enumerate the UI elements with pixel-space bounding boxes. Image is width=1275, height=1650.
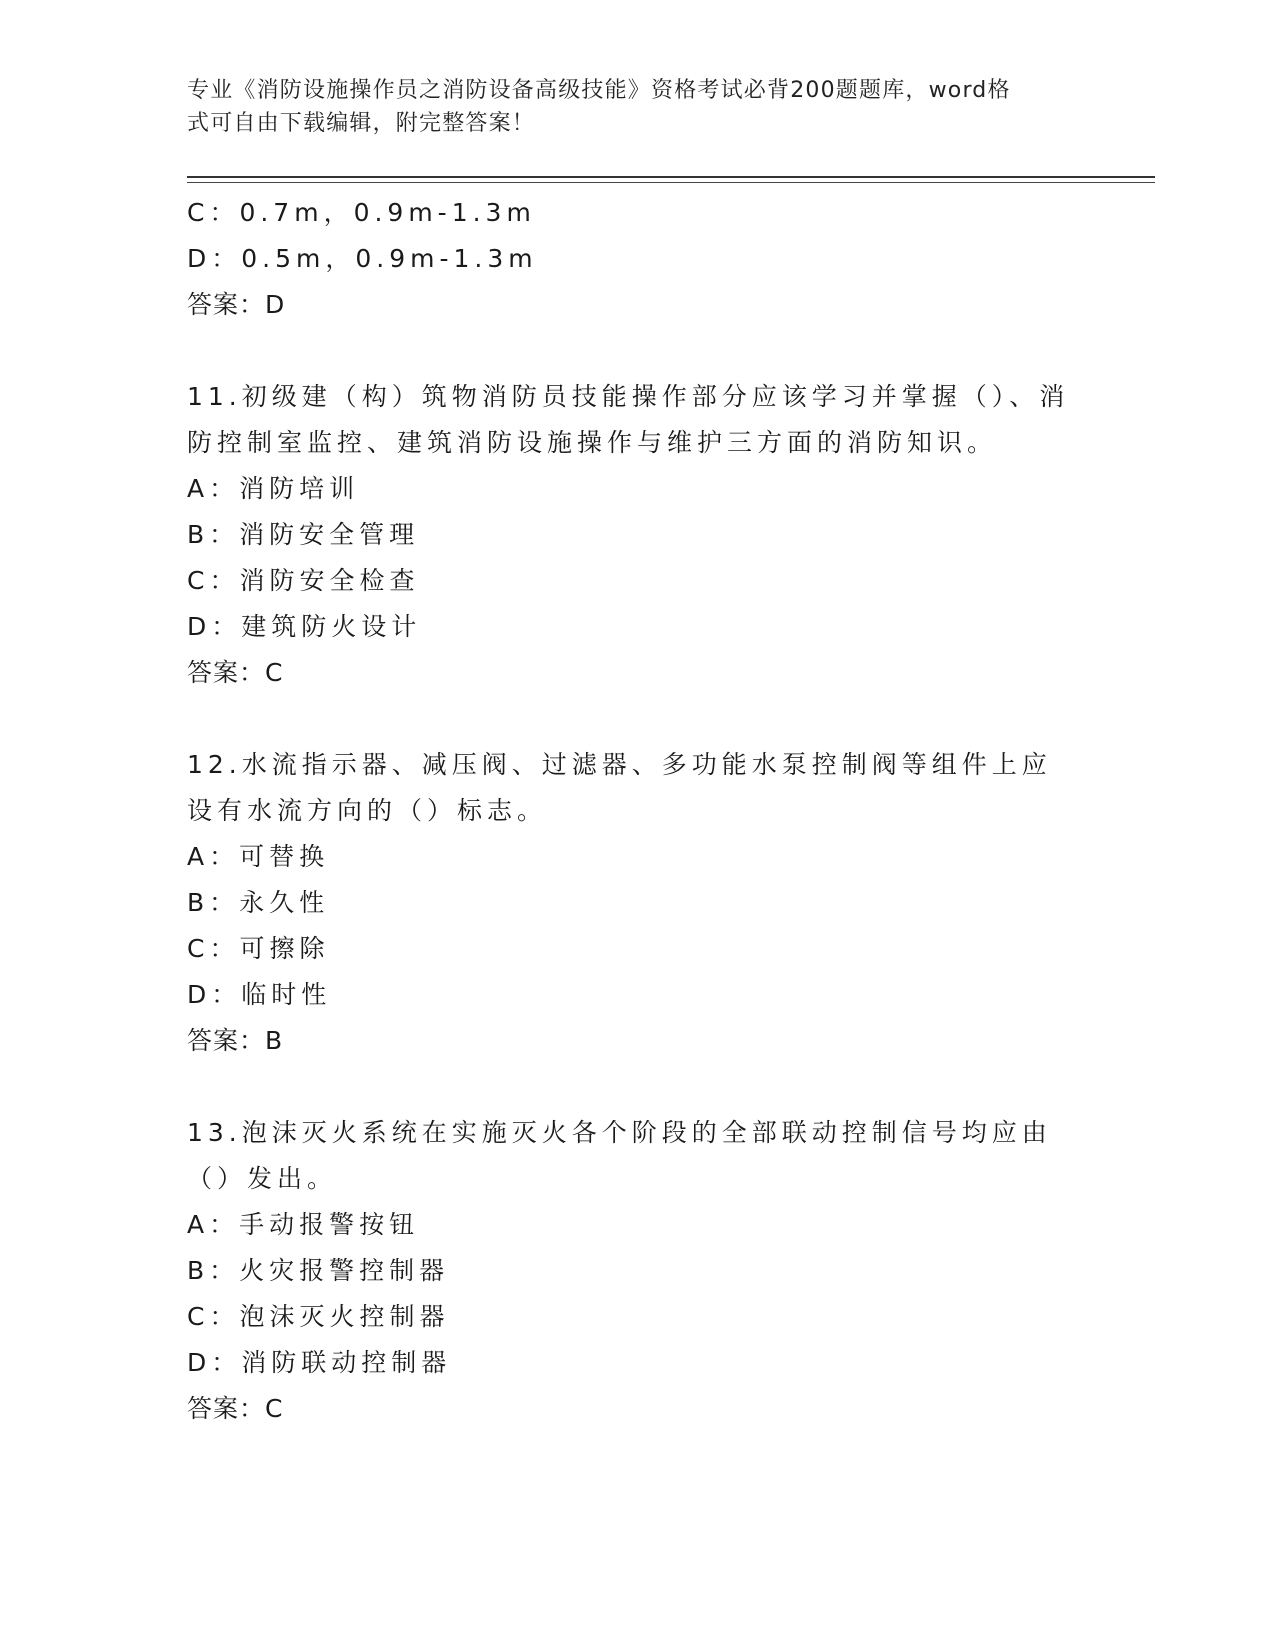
option-c: C：泡沫灭火控制器 bbox=[187, 1302, 450, 1331]
option-b: B：消防安全管理 bbox=[187, 520, 420, 549]
spacer bbox=[187, 328, 1087, 374]
answer-line: 答案：C bbox=[187, 658, 284, 687]
option-b: B：火灾报警控制器 bbox=[187, 1256, 450, 1285]
question-text: 13.泡沫灭火系统在实施灭火各个阶段的全部联动控制信号均应由（）发出。 bbox=[187, 1118, 1052, 1193]
question-text: 12.水流指示器、减压阀、过滤器、多功能水泵控制阀等组件上应设有水流方向的（）标志。 bbox=[187, 750, 1052, 825]
header-line-1: 专业《消防设施操作员之消防设备高级技能》资格考试必背200题题库，word格 bbox=[187, 78, 1011, 103]
answer-line: 答案：C bbox=[187, 1394, 284, 1423]
option-d: D：临时性 bbox=[187, 980, 332, 1009]
question-block-12 bbox=[187, 742, 1087, 1064]
option-a: A：手动报警按钮 bbox=[187, 1210, 420, 1239]
option-b: B：永久性 bbox=[187, 888, 330, 917]
answer-line: 答案：D bbox=[187, 290, 286, 319]
question-block-10-tail bbox=[187, 190, 1087, 328]
question-text: 11.初级建（构）筑物消防员技能操作部分应该学习并掌握（）、消防控制室监控、建筑消防设施操作与维护三方面的消防知识。 bbox=[187, 382, 1070, 457]
header-line-2: 式可自由下载编辑，附完整答案！ bbox=[187, 111, 536, 136]
option-a: A：可替换 bbox=[187, 842, 330, 871]
option-a: A：消防培训 bbox=[187, 474, 360, 503]
option-d: D：0.5m，0.9m-1.3m bbox=[187, 244, 538, 273]
spacer bbox=[187, 696, 1087, 742]
option-c: C：消防安全检查 bbox=[187, 566, 420, 595]
question-block-11 bbox=[187, 374, 1087, 696]
option-c: C：可擦除 bbox=[187, 934, 330, 963]
question-block-13 bbox=[187, 1110, 1087, 1432]
header-rule-thin bbox=[187, 182, 1155, 183]
question-list bbox=[187, 190, 1087, 1432]
spacer bbox=[187, 1064, 1087, 1110]
document-header bbox=[187, 74, 1067, 140]
answer-line: 答案：B bbox=[187, 1026, 284, 1055]
option-d: D：建筑防火设计 bbox=[187, 612, 422, 641]
option-d: D：消防联动控制器 bbox=[187, 1348, 452, 1377]
header-rule-thick bbox=[187, 176, 1155, 178]
option-c: C：0.7m，0.9m-1.3m bbox=[187, 198, 536, 227]
